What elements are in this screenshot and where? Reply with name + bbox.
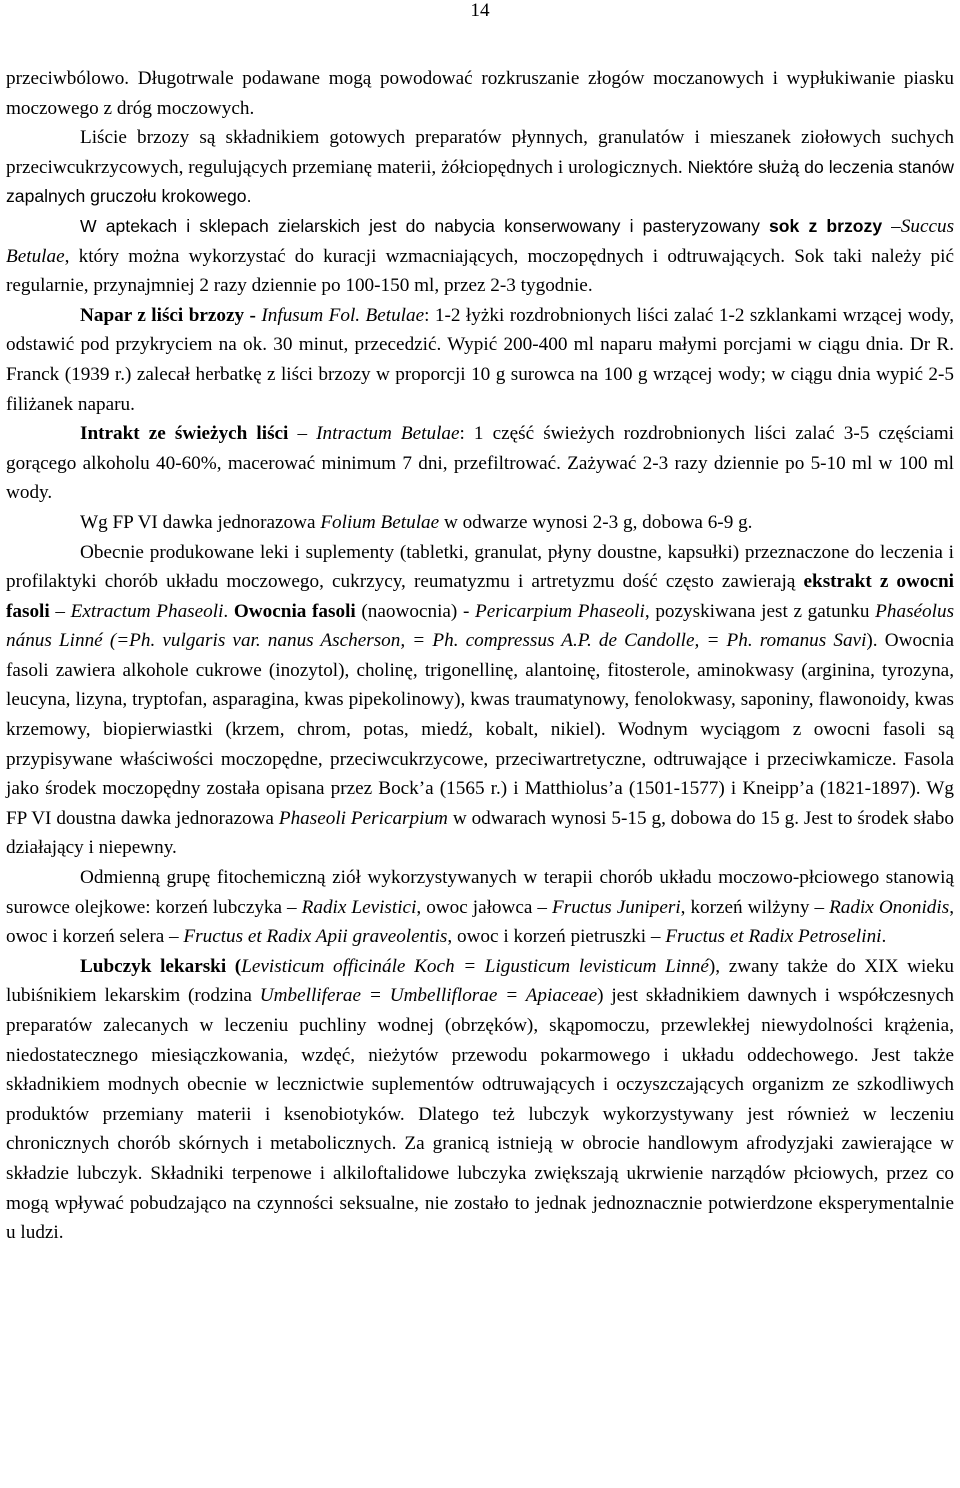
document-body	[6, 64, 954, 1248]
paragraph-1: przeciwbólowo. Długotrwale podawane mogą powodować rozkruszanie złogów moczanowych i wypłukiwanie piasku moczowego z dróg moczowych. Liście brzozy są składnikiem gotowych preparatów płynnych, granulatów i mieszanek ziołowych suchych przeciwcukrzycowych, regulujących przemianę materii, żółciopędnych i urologicznych. Niektóre służą do leczenia stanów zapalnych gruczołu krokowego.	[6, 68, 955, 207]
paragraph-sok-z-brzozy: W aptekach i sklepach zielarskich jest do nabycia konserwowany i pasteryzowany sok z brzozy –Succus Betulae, który można wykorzystać do kuracji wzmacniających, moczopędnych i odtruwających. Sok taki należy pić regularnie, przynajmniej 2 razy dziennie po 100-150 ml, przez 2-3 tygodnie.	[6, 215, 955, 297]
paragraph-intrakt: Intrakt ze świeżych liści – Intractum Betulae: 1 część świeżych rozdrobnionych liści zalać 3-5 częściami gorącego alkoholu 40-60%, macerować minimum 7 dni, przefiltrować. Zażywać 2-3 razy dziennie po 5-10 ml w 100 ml wody.	[6, 423, 955, 504]
paragraph-surowce-olejkowe: Odmienną grupę fitochemiczną ziół wykorzystywanych w terapii chorób układu moczowo-płciowego stanowią surowce olejkowe: korzeń lubczyka – Radix Levistici, owoc jałowca – Fructus Juniperi, korzeń wilżyny – Radix Ononidis, owoc i korzeń selera – Fructus et Radix Apii graveolentis, owoc i korzeń pietruszki – Fructus et Radix Petroselini.	[6, 867, 954, 948]
page-number: 14	[470, 0, 490, 21]
paragraph-lubczyk: Lubczyk lekarski (Levisticum officinále Koch = Ligusticum levisticum Linné), zwany także do XIX wieku lubiśnikiem lekarskim (rodzina Umbelliferae = Umbelliflorae = Apiaceae) jest składnikiem dawnych i współczesnych preparatów zalecanych w leczeniu puchliny wodnej (obrzęków), skąpomoczu, przewlekłej niewydolności krążenia, niedostatecznego miesiączkowania, wzdęć, nieżytów przewodu pokarmowego i układu oddechowego. Jest także składnikiem modnych obecnie w lecznictwie suplementów odtruwających i oczyszczających organizm ze szkodliwych produktów przemiany materii i ksenobiotyków. Dlatego też lubczyk wykorzystywany jest również w leczeniu chronicznych chorób skórnych i metabolicznych. Za granicą istnieją w obrocie handlowym afrodyzjaki zawierające w składzie lubczyk. Składniki terpenowe i alkiloftalidowe lubczyka zwiększają ukrwienie narządów płciowych, przez co mogą wpływać pobudzająco na czynności seksualne, nie zostało to jednak jednoznacznie potwierdzone eksperymentalnie u ludzi.	[6, 955, 955, 1244]
paragraph-owocnia-fasoli: Obecnie produkowane leki i suplementy (tabletki, granulat, płyny doustne, kapsułki) przeznaczone do leczenia i profilaktyki chorób układu moczowego, cukrzycy, reumatyzmu i artretyzmu dość często zawierają ekstrakt z owocni fasoli – Extractum Phaseoli. Owocnia fasoli (naowocnia) - Pericarpium Phaseoli, pozyskiwana jest z gatunku Phaséolus nánus Linné (=Ph. vulgaris var. nanus Ascherson, = Ph. compressus A.P. de Candolle, = Ph. romanus Savi). Owocnia fasoli zawiera alkohole cukrowe (inozytol), cholinę, trigonellinę, alantoinę, fitosterole, aminokwasy (arginina, tyrozyna, leucyna, lizyna, tryptofan, asparagina, kwas pipekolinowy), kwas traumatynowy, fenolokwasy, saponiny, flawonoidy, kwas krzemowy, biopierwiastki (krzem, chrom, potas, miedź, kobalt, nikiel). Wodnym wyciągom z owocni fasoli są przypisywane właściwości moczopędne, przeciwcukrzycowe, przeciwartretyczne, odtruwające i przeciwkamicze. Fasola jako środek moczopędny została opisana przez Bock’a (1565 r.) i Matthiolus’a (1501-1577) i Kneipp’a (1821-1897). Wg FP VI doustna dawka jednorazowa Phaseoli Pericarpium w odwarach wynosi 5-15 g, dobowa do 15 g. Jest to środek słabo działający i niepewny.	[6, 541, 955, 859]
paragraph-napar: Napar z liści brzozy - Infusum Fol. Betulae: 1-2 łyżki rozdrobnionych liści zalać 1-2 szklankami wrzącej wody, odstawić pod przykryciem na ok. 30 minut, przecedzić. Wypić 200-400 ml naparu małymi porcjami w ciągu dnia. Dr R. Franck (1939 r.) zalecał herbatkę z liści brzozy w proporcji 10 g surowca na 100 g wrzącej wody; w ciągu dnia wypić 2-5 filiżanek naparu.	[6, 304, 954, 415]
paragraph-fp-vi-dawka: Wg FP VI dawka jednorazowa Folium Betulae w odwarze wynosi 2-3 g, dobowa 6-9 g.	[80, 511, 753, 533]
